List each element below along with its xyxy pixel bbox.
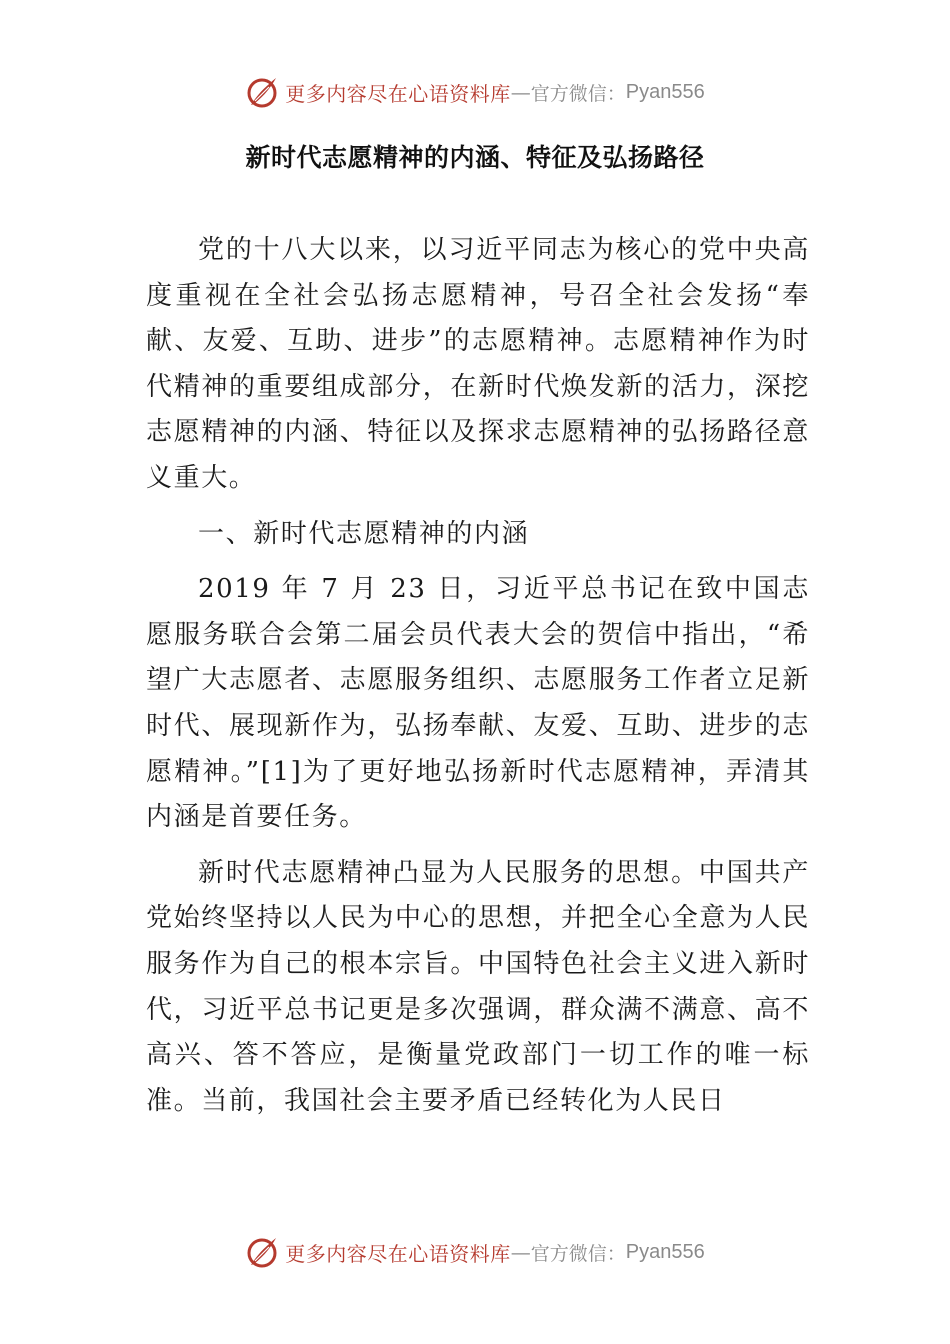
footer-watermark <box>0 1230 950 1274</box>
watermark-dash: — <box>510 1240 531 1264</box>
document-title: 新时代志愿精神的内涵、特征及弘扬路径 <box>245 143 705 172</box>
document-body <box>146 228 810 1134</box>
quill-logo-icon <box>245 1235 279 1269</box>
header-watermark <box>0 70 950 114</box>
paragraph-service: 新时代志愿精神凸显为人民服务的思想。中国共产党始终坚持以人民为中心的思想，并把全心全意为人民服务作为自己的根本宗旨。中国特色社会主义进入新时代，习近平总书记更是多次强调，群众满不满意、高不高兴、答不答应，是衡量党政部门一切工作的唯一标准。当前，我国社会主要矛盾已经转化为人民日 <box>146 857 810 1116</box>
watermark-wechat-id: Pyan556 <box>625 80 705 103</box>
quill-logo-icon <box>245 75 279 109</box>
watermark-brand-text: 更多内容尽在心语资料库 <box>285 81 511 106</box>
section-heading: 一、新时代志愿精神的内涵 <box>198 518 530 549</box>
watermark-dash: — <box>510 80 531 104</box>
watermark-wechat-id: Pyan556 <box>625 1240 705 1263</box>
watermark-brand-text: 更多内容尽在心语资料库 <box>285 1241 511 1266</box>
watermark-wechat-label: 官方微信： <box>530 82 626 105</box>
paragraph-quote: 2019 年 7 月 23 日，习近平总书记在致中国志愿服务联合会第二届会员代表大会的贺信中指出，“希望广大志愿者、志愿服务组织、志愿服务工作者立足新时代、展现新作为，弘扬奉献、友爱、互助、进步的志愿精神。”[1]为了更好地弘扬新时代志愿精神，弄清其内涵是首要任务。 <box>146 574 810 833</box>
paragraph-intro: 党的十八大以来，以习近平同志为核心的党中央高度重视在全社会弘扬志愿精神，号召全社会发扬“奉献、友爱、互助、进步”的志愿精神。志愿精神作为时代精神的重要组成部分，在新时代焕发新的活力，深挖志愿精神的内涵、特征以及探求志愿精神的弘扬路径意义重大。 <box>146 235 810 493</box>
watermark-wechat-label: 官方微信： <box>530 1242 626 1265</box>
